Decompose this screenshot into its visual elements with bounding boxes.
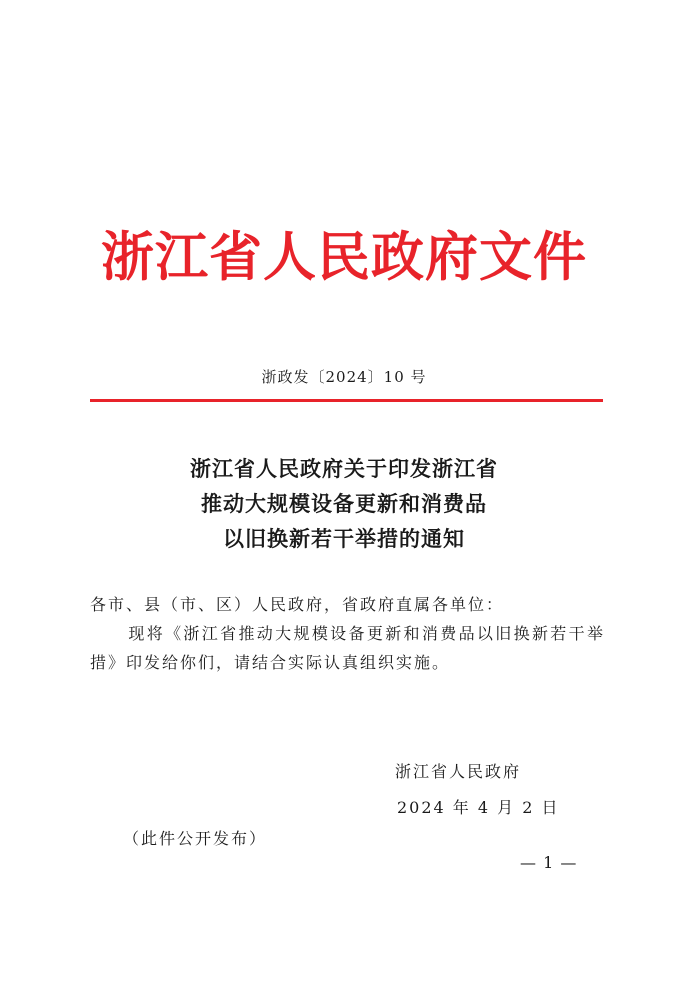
body-paragraph: 现将《浙江省推动大规模设备更新和消费品以旧换新若干举措》印发给你们，请结合实际认真组织实施。 <box>90 624 605 672</box>
page-number: — 1 — <box>520 853 578 872</box>
addressee: 各市、县（市、区）人民政府，省政府直属各单位： <box>90 595 505 614</box>
document-title <box>0 452 688 557</box>
signature-date: 2024 年 4 月 2 日 <box>397 798 560 817</box>
signature-organization: 浙江省人民政府 <box>395 762 522 781</box>
title-line: 浙江省人民政府关于印发浙江省 <box>190 457 498 481</box>
document-body <box>90 590 605 677</box>
document-number: 浙政发〔2024〕10 号 <box>261 368 427 386</box>
red-divider <box>90 399 603 402</box>
publication-note: （此件公开发布） <box>123 829 268 848</box>
title-line: 以旧换新若干举措的通知 <box>223 527 465 551</box>
title-line: 推动大规模设备更新和消费品 <box>201 492 487 516</box>
masthead: 浙江省人民政府文件 <box>101 226 587 288</box>
